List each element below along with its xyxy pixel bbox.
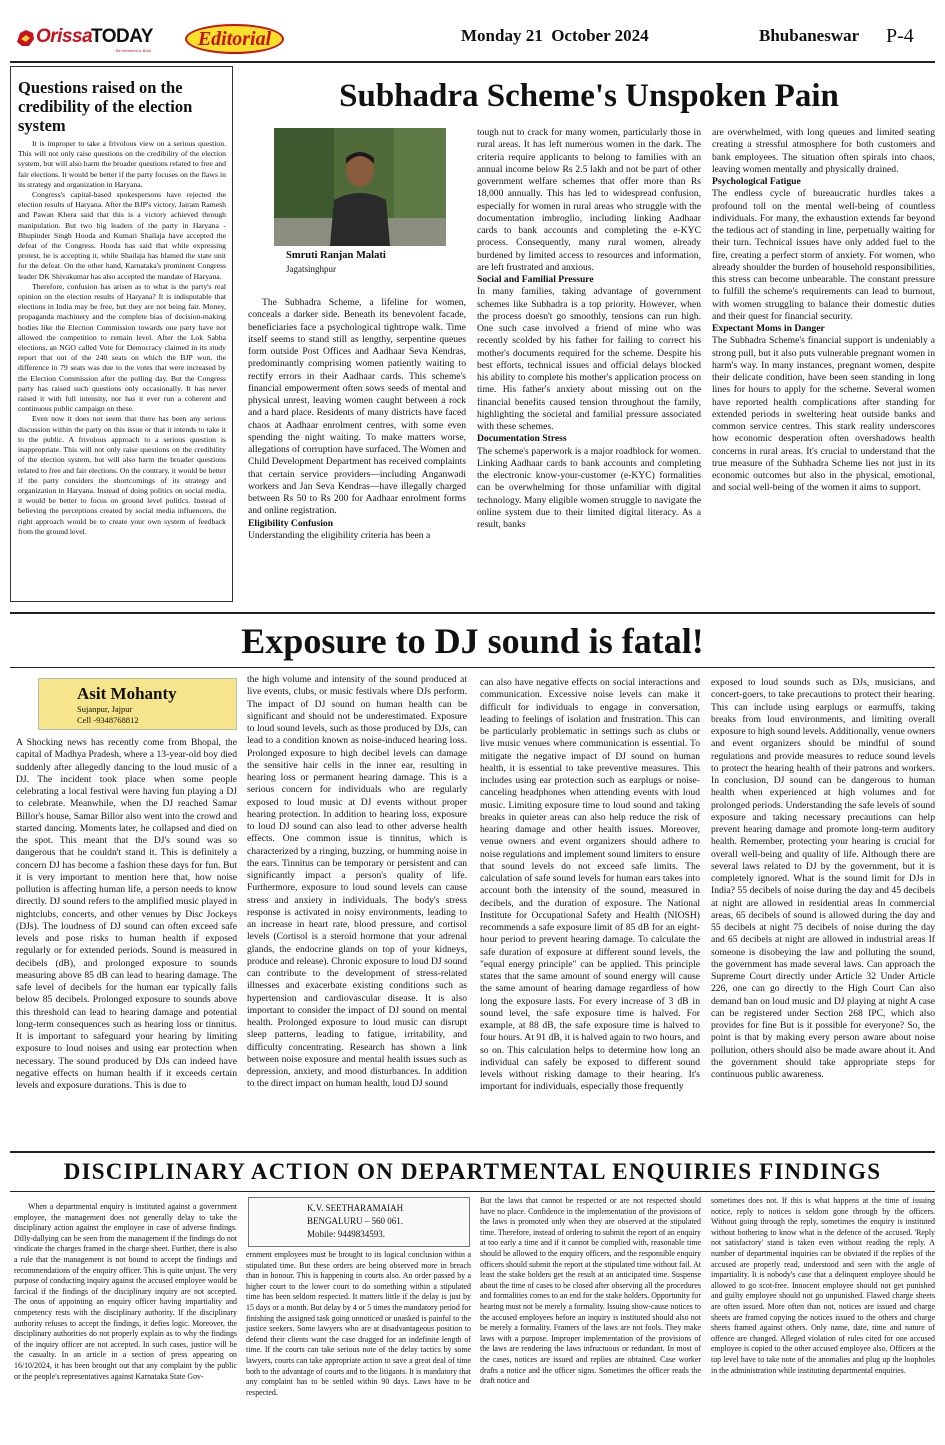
disciplinary-author-city: BENGALURU – 560 061. [307,1216,403,1226]
section-rule [10,1151,935,1153]
subheading: Documentation Stress [477,433,567,445]
disciplinary-headline: DISCIPLINARY ACTION ON DEPARTMENTAL ENQUIRIES FINDINGS [63,1159,882,1184]
dj-col-2 [247,674,467,1145]
subheading: Expectant Moms in Danger [712,323,825,334]
disciplinary-col-1 [14,1202,237,1440]
subhadra-col-3 [712,127,935,602]
disciplinary-col-4 [711,1196,935,1440]
subheading: Psychological Fatigue [712,176,801,187]
page-number: P-4 [886,25,914,47]
body-paragraph: tough nut to crack for many women, particularly those in rural areas. It has left numerous women in the dark. The criteria require applicants to belong to families with an annual income below Rs 2.5 lakh and not be part of other government welfare schemes that offer more than Rs 18,000 annually. This has led to widespread confusion, especially for women in rural areas who struggle with the documentation imbroglio, including linking Aadhaar cards to bank accounts and completing the e-KYC process. Consequently, many rural women, already burdened by limited access to resources and information, are left frustrated and anxious. [477,127,701,273]
body-paragraph: are overwhelmed, with long queues and limited seating creating a stressful atmosphere for both customers and bank employees. The situation often spirals into chaos, leaving women mentally and physically drained. [712,127,935,175]
disciplinary-author-name: K.V. SEETHARAMAIAH [307,1203,404,1213]
edition-date: Monday 21 October 2024 [461,26,649,45]
subheading: Social and Familial Pressure [477,274,594,285]
left-article-box [10,66,233,602]
disciplinary-author-mobile: Mobile: 9449834593. [307,1229,385,1239]
body-paragraph: When a departmental enquiry is instituted against a government employee, the management does not generally delay to take the disciplinary action against the employee in case of adverse findings. Dilly-dallying can be seen from the management if the findings do not vindicate the charges framed in the charge sheet. Further, there is also a rule that the management is not bound to accept the findings and recommendations of the enquiry officer. This is quite unjust. The very purpose of conducting inquiry against the accused employee would be farcical if the findings of the disciplinary inquiry are not accepted. The onus of appointing an enquiry officer having impartiality and competency rests with the disciplinary authority. If the disciplinary authority refuses to accept the findings, it defies logic. Moreover, the disciplinary authorities do not properly explain as to why the findings of the inquiry officer are not accepted. In such cases, justice will be the casualty. In an article in a section of press appearing on 16/10/2024, it has been brought out that any complaint by the public or the people's representatives against Karnataka State Gov- [14,1202,237,1381]
author-name: Smruti Ranjan Malati [286,250,386,261]
logo-today: TODAY [91,26,153,47]
body-paragraph: the high volume and intensity of the sound produced at live events, clubs, or music festivals where DJs perform. The impact of DJ sound on human health can be significant and should not be underestimated. Exposure to loud sound levels, such as those produced by DJs, can lead to a condition known as noise-induced hearing loss. Prolonged exposure to high decibel levels can damage the sensitive hair cells in the inner ear, resulting in hearing loss or permanent hearing damage. This is a serious concern for individuals who are regularly exposed to loud music at DJ events without proper hearing protection. In addition to hearing loss, exposure to loud DJ sound can also lead to other adverse health effects. One common issue is tinnitus, which is characterized by a ringing, buzzing, or humming noise in the ears. Tinnitus can be temporary or persistent and can significantly impact a person's quality of life. Furthermore, exposure to loud sound levels can cause stress and anxiety in individuals. The body's stress response is activated in noisy environments, leading to an increase in heart rate, blood pressure, and cortisol levels (Cortisol is a steroid hormone that your adrenal glands, the endocrine glands on top of your kidneys, produce and release). Chronic exposure to loud DJ sound can contribute to the development of stress-related illnesses and exacerbate existing conditions such as hypertension and cardiovascular disease. It is also important to consider the impact of DJ sound on mental health. Prolonged exposure to loud music can disrupt sleep patterns, leading to fatigue, irritability, and difficulty concentrating. Research has shown a link between noise exposure and mental health issues such as depression, anxiety, and mood disturbances. In addition to the direct impact on human health, loud DJ sound [247,674,467,1090]
subheading: Eligibility Confusion [248,517,334,529]
author-card [274,128,446,276]
body-paragraph: sometimes does not. If this is what happens at the time of issuing notice, reply to notices is seldom gone through by the officers. Without going through the reply, sometimes the enquiry is instituted without bothering to know what is the defence of the accused. 'Reply not satisfactory' stand is taken even without reading the reply. A number of departmental inquiries can be obviated if the replies of the accused are properly read, understood and seen with the angle of impartiality. It is nobody's case that a delinquent employee should be allowed to go scot-free. Innocent employee should not get punished and guilty employee should not go unpunished. Flawed charge sheets are often issued. More often than not, notices are issued and charge sheets are framed copying the notices issued to the others and charge sheets framed against others. Only name, date, time and nature of offence are changed. Alleged violation of rules cited for one accused employee is copied to the other accused employee also. Officers at the top level have to take note of the anomalies and plug up the loopholes in the administration while instituting departmental enquiries. [711,1196,935,1375]
body-paragraph: ernment employees must be brought to its logical conclusion within a stipulated time. But these orders are being observed more in breach than in honour. This is happening in courts also. An order passed by a higher court to the lower court to do something within a stipulated time has been seldom respected. It matters little if the delay is just by 15 days or a month. But delay by 4 or 5 times the mandatory period for finishing the assigned task going unnoticed or unasked is painful to the justice seekers. Some lawyers who are at disadvantageous position to defend their clients want the case dragged for an indefinite length of time. If the courts can take serious note of the delay tactics by some lawyers, courts can take appropriate action to save a great deal of time both to the advantage of courts and to the litigants. It is mandatory that any complaint has to be settled within 90 days. Laws have to be respected. [246,1250,471,1397]
left-article-paragraph: Therefore, confusion has arisen as to what is the party's real opinion on the election results of Haryana? It is indisputable that elections in India may be free, but they are not being fair. Money, propaganda machinery and the complete bias of decision-making bodies like the Election Commission towards one party have not allowed the competition to remain level. After the Lok Sabha elections, an NGO called Vote for Democracy claimed in its study report that out of the 240 seats on which the BJP won, the difference in 79 seats was due to the votes that were increased by the Election Commission after the polling day. But the Congress party has raised such questions only occasionally. It has never raised it with full intensity, nor has it ever run a coherent and continuous public campaign on these. [18,281,226,414]
masthead-rule [10,61,935,63]
section-label: Editorial [197,28,272,50]
portrait-image [274,128,446,246]
disciplinary-col-2 [246,1250,471,1440]
left-article-paragraph: It is improper to take a frivolous view on a serious question. This will not only raise questions on the credibility of the election system, but will also harm the broader questions related to free and fair elections. It would be better if the party focuses on the flaws in its strategy and organization in Haryana. [18,139,226,189]
logo [14,24,153,54]
subhadra-headline: Subhadra Scheme's Unspoken Pain [339,78,839,114]
section-rule [10,667,935,668]
body-paragraph: The Subhadra Scheme, a lifeline for women, conceals a darker side. Beneath its benevolent facade, beneficiaries face a psychological tightrope walk. Time itself seems to stand still as lengthy, serpentine queues form outside Post Offices and Aadhaar Seva Kendras, predominantly comprising women patiently waiting to rectify errors in their Aadhaar cards. This scheme's financial empowerment often sows seeds of mental and physical unrest, leaving women caught between a rock and a hard place. Residents of many districts have faced chaos at Aadhaar enrolment centres, with some even spending the night waiting. To make matters worse, allegations of corruption have surfaced. The Women and Child Development Department has received complaints that certain service providers—including Anganwadi workers and Jan Seva Kendras—have illegally charged between Rs 50 to Rs 200 for Aadhaar enrolment forms and online registration. [248,297,466,517]
logo-tagline: Be Informed & Bold [116,48,151,53]
subhadra-col-1 [248,297,466,602]
section-badge [185,24,284,54]
dj-author-name: Asit Mohanty [77,684,177,703]
disciplinary-col-3 [480,1196,701,1440]
dj-author-box [38,678,237,730]
section-rule [10,1191,935,1192]
body-paragraph: can also have negative effects on social interactions and communication. Excessive noise levels can make it difficult for individuals to engage in conversation, leading to feelings of isolation and frustration. This can be particularly problematic in settings such as clubs or live music venues where communication is essential. To mitigate the negative impact of DJ sound on human health, it is essential to take preventive measures. This includes using ear protection such as earplugs or noise-canceling headphones when attending events with loud music. Limiting exposure time to loud sound and taking breaks in quieter areas can also help reduce the risk of hearing damage and other health issues. Moreover, venue owners and event organizers should adhere to noise regulations and implement sound limiters to ensure that sound levels do not exceed safe limits. The calculation of safe sound levels for human ears takes into account both the intensity of the sound, measured in decibels, and the duration of exposure. The National Institute for Occupational Safety and Health (NIOSH) recommends a safe exposure limit of 85 dB for an eight-hour period to prevent hearing damage. To calculate the safe duration of exposure at different sound levels, the "equal energy principle" can be applied. This principle states that the same amount of sound energy will cause the same amount of hearing damage regardless of how long the exposure lasts. For every increase of 3 dB in sound level, the safe exposure time is halved. For example, at 88 dB, the safe exposure time is halved to four hours. At 91 dB, it is halved again to two hours, and so on. This calculation helps to determine how long an individual can safely be exposed to different sound levels without risking damage to their hearing. It's important for individuals, especially those frequently [480,677,700,1093]
masthead [0,0,945,66]
body-paragraph: The endless cycle of bureaucratic hurdles takes a profound toll on the mental well-being of countless individuals. For many, the exhaustion extends far beyond the tedious act of standing in line, perpetually waiting for their turn. Technical issues have only added fuel to the fire, creating a perfect storm of anxiety. For women, who already shoulder the burden of household responsibilities, this stress can become unbearable. The constant pressure to fulfill the scheme's requirements can lead to burnout, with women struggling to balance their domestic duties and their quest for financial security. [712,188,935,322]
left-article-paragraph: Congress's capital-based spokespersons have rejected the election results of Haryana. After the BJP's victory, Jairam Ramesh and Pawan Khera said that this is a victory achieved through manipulation. But two big leaders of the party in Haryana - Bhupinder Singh Hooda and Kumari Shailaja have accepted the defeat of the Congress. Hooda has said that while expressing protest, he is accepting it, while Shailaja has blamed the state unit for the defeat. On the other hand, Karnataka's prominent Congress leader DK Shivakumar has also accepted the mandate of Haryana. [18,190,226,281]
left-article-paragraph: Even now it does not seem that there has been any serious discussion within the party on this issue or that it intends to take it to the public. A frivolous approach to a serious question is inappropriate. This will not only raise questions on the credibility of the election system, but will also harm the broader questions related to free and fair elections. On the contrary, it would be better if the party considers the shortcomings of its strategy and organization in Haryana. Instead of doing politics on social media, it would be better to focus on ground level politics. Instead of believing the perceptions created by social media influencers, the right approach would be to create your own system of feedback from the ground level. [18,414,226,536]
dj-col-4 [711,677,935,1145]
subhadra-col-2 [477,127,701,610]
body-paragraph: The scheme's paperwork is a major roadblock for women. Linking Aadhaar cards to bank accounts and completing the electronic know-your-customer (e-KYC) formalities can be overwhelming for those unfamiliar with digital technology. Many eligible women struggle to navigate the online system due to their limited digital literacy. As a result, banks [477,445,701,530]
dj-author-place: Sujanpur, Jajpur [77,704,133,714]
dj-col-3 [480,677,700,1145]
left-article-title: Questions raised on the credibility of the election system [18,78,193,135]
body-paragraph: The Subhadra Scheme's financial support is undeniably a strong pull, but it also puts vulnerable pregnant women in harm's way. In many instances, pregnant women, despite their delicate condition, have been seen standing in long lines for hours to apply for the scheme. Several women have reported health complications after standing for extended periods in sweltering heat outside banks and common service centres. This stark reality underscores how economic desperation often overshadows health concerns in rural areas. It's crucial to understand that the true measure of the Subhadra Scheme lies not just in its economic outcomes but also in the physical, emotional, and social well-being of the women it aims to support. [712,335,935,494]
section-rule [10,612,935,614]
body-paragraph: But the laws that cannot be respected or are not respected should have no place. Confidence in the implementation of the provisions of the laws is promoted only when they are observed at the stipulated time. Therefore, instead of ordering to submit the report of an enquiry at too early a time and if it cannot be complied with, reasonable time should be allowed to the enquiry officers, and the responsible enquiry officers should submit the report at the stipulated time without fail. At least the stake holders get the result at an anticipated time. Suspense about the time of cases to be closed after observing all the procedures and formalities comes to an end for the stake holders. Opportunity for hearing must not be merely a formality. Issuing show-cause notices to the accused employees before an inquiry is instituted should also not be merely a formality. Framers of the laws are not fools. They make laws with a purpose. Improper implementation of the provisions of the laws are rendering the laws infructuous or redundant. In most of the cases, notices are issued and replies are obtained. Case worker drafts a notice and the officer signs. Sometimes the officer reads the draft notice and [480,1196,701,1386]
disciplinary-author-box [248,1197,470,1247]
body-paragraph: In many families, taking advantage of government schemes like Subhadra is a top priority. However, when the process doesn't go smoothly, tensions can run high. One such case involved a friend of mine who was recently scolded by his father for failing to correct his mother's documents required for the scheme. Despite his best efforts, technical issues and official delays blocked his ability to complete his mother's application process on time. His father's anxiety about missing out on the financial benefits caused tension throughout the family, highlighting the societal and familial pressure associated with these schemes. [477,286,701,432]
edition-city: Bhubaneswar [759,26,860,45]
dj-col-1 [16,737,237,1145]
author-photo [274,128,446,246]
map-logo-icon [14,27,36,49]
dj-headline: Exposure to DJ sound is fatal! [241,621,704,661]
body-paragraph: Understanding the eligibility criteria has been a [248,529,431,541]
body-paragraph: exposed to loud sounds such as DJs, musicians, and concert-goers, to take precautions to protect their hearing. This can include using earplugs or earmuffs, taking breaks from loud environments, and limiting overall exposure to high sound levels. Additionally, venue owners and event organizers should be mindful of sound regulations and provide measures to reduce sound levels to protect the hearing health of their patrons and workers. In conclusion, DJ sound can be dangerous to human health when experienced at high volumes and for prolonged periods. Understanding the safe levels of sound exposure and taking necessary precautions can help prevent hearing damage and promote long-term auditory health. Remember, protecting your hearing is crucial for overall well-being and quality of life. Although there are several laws related to DJ by the government, but it is completely ignored. What is the sound limit for DJs in India? 55 decibels of noise during the day and 45 decibels at night are allowed in residential areas In commercial areas, 65 decibels of sound is allowed during the day and 55 decibels at night 75 decibels of noise during the day and 65 decibels at night are allowed in industrial areas If someone is disobeying the law and polluting the sound, the government has made several laws. Can approach the Supreme Court directly under Article 32 Under Article 226, one can go directly to the High Court Can also demand ban on loud music and DJ playing at night A case can be registered under Section 268 IPC, which also provides for fine But is it possible for everyone? So, the point is that by making every person aware about noise pollution, others should also be made aware about it. And the government should take appropriate steps for continuous public awareness. [711,677,935,1080]
author-place: Jagatsinghpur [286,264,336,274]
body-paragraph: A Shocking news has recently come from Bhopal, the capital of Madhya Pradesh, where a 13-year-old boy died suddenly after allegedly dancing to the loud music of a DJ. The incident took place when some people celebrating a local festival were having fun playing a DJ to celebrate. Meanwhile, when the DJ reached Samar Billor's house, Samar Billor also went into the crowd and started dancing. Moments later, he collapsed and died on the spot. This meant that the DJ's sound was so dangerous that he couldn't stand it. This is definitely a concern DJ has become a fashion these days for fun. But it is very important to mention here that, how noise pollution is affecting human life, a person needs to know directly. DJ sound refers to the amplified music played in nightclubs, concerts, and other venues by Disc Jockeys (DJs). The loudness of DJ sound can often exceed safe levels and pose risks to human health if exposed regularly or for extended periods. Sound is measured in decibels (dB), and prolonged exposure to sounds measuring above 85 dB can lead to hearing damage. The safe level of decibels for the human ear typically falls below 85 decibels. Prolonged exposure to sounds above this threshold can lead to hearing damage and potential long-term consequences such as hearing loss or tinnitus. It is important to safeguard your hearing by limiting exposure to loud noises and using ear protection when necessary. The sound produced by DJs can indeed have negative effects on human health if it exceeds certain levels and exposure durations. This is due to [16,737,237,1091]
dj-author-cell: Cell -9348768812 [77,715,139,725]
logo-orissa: Orissa [36,26,93,47]
